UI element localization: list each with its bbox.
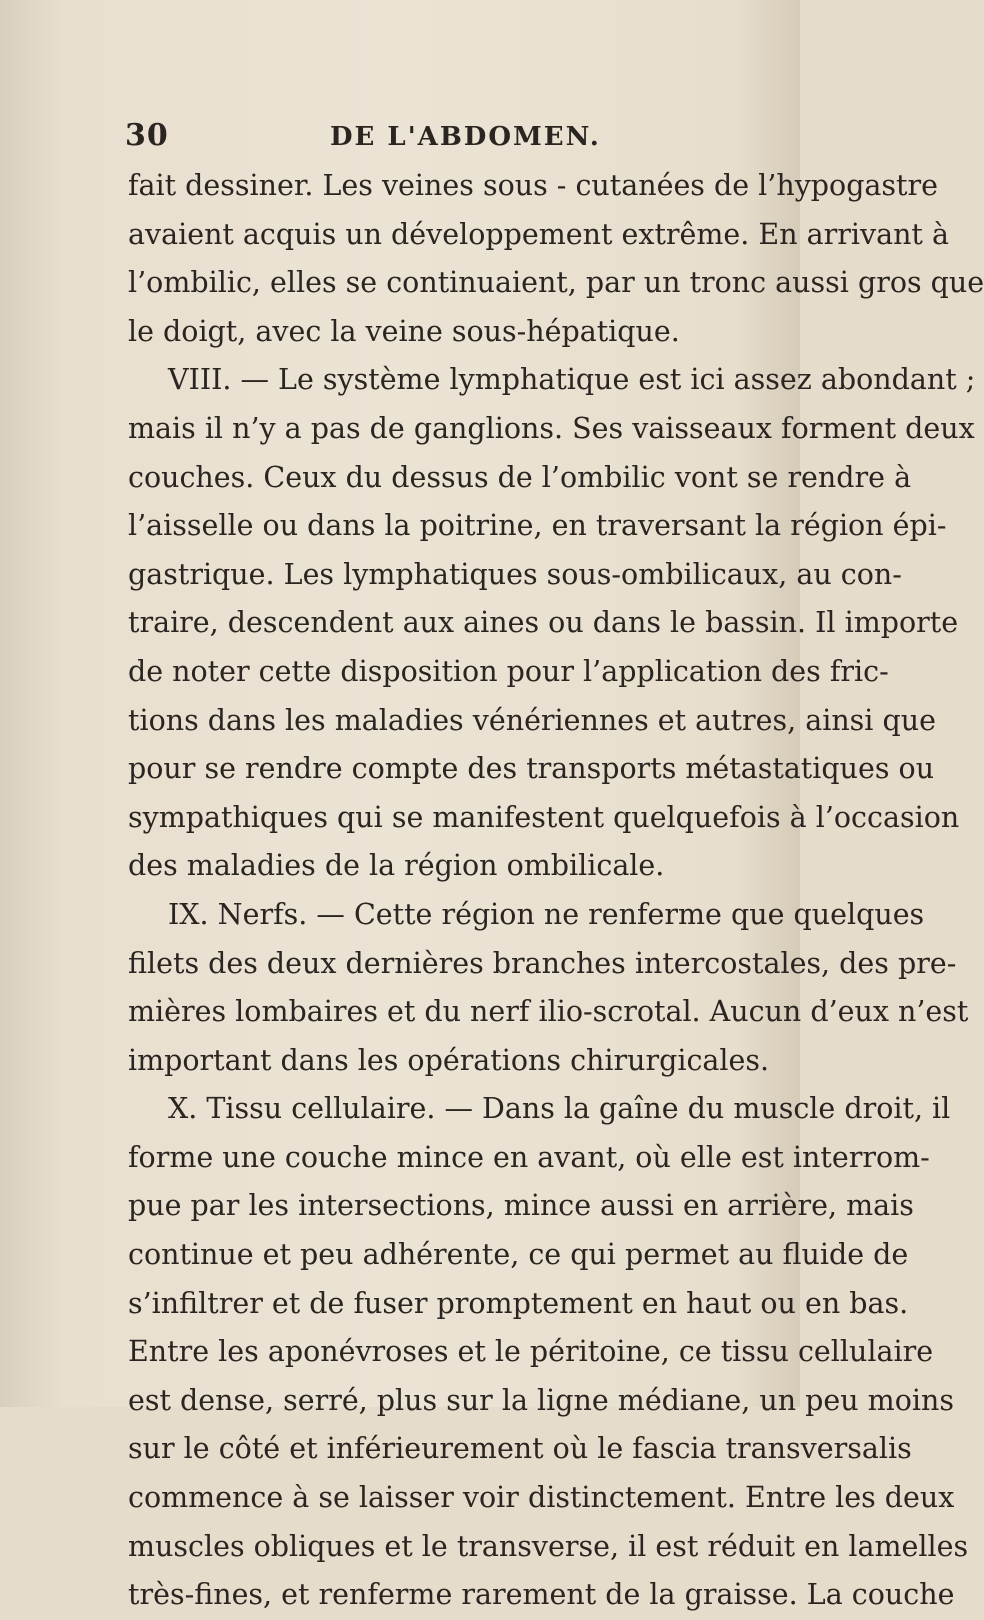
text-line: le doigt, avec la veine sous-hépatique.	[128, 314, 680, 348]
text-line: mières lombaires et du nerf ilio-scrotal. Aucun d’eux n’est	[128, 995, 969, 1029]
text-line: Entre les aponévroses et le péritoine, ce tissu cellulaire	[128, 1335, 934, 1369]
text-line: traire, descendent aux aines ou dans le bassin. Il importe	[128, 606, 959, 640]
text-line: sympathiques qui se manifestent quelquefois à l’occasion	[128, 800, 960, 834]
text-line: l’ombilic, elles se continuaient, par un tronc aussi gros que	[128, 266, 984, 300]
text-line: des maladies de la région ombilicale.	[128, 849, 665, 883]
text-line: forme une couche mince en avant, où elle est interrom-	[128, 1140, 930, 1174]
text-line: l’aisselle ou dans la poitrine, en traversant la région épi-	[128, 509, 947, 543]
text-line: très-fines, et renferme rarement de la graisse. La couche	[128, 1578, 955, 1612]
text-line: fait dessiner. Les veines sous - cutanées de l’hypogastre	[128, 169, 938, 202]
text-line: couches. Ceux du dessus de l’ombilic vont se rendre à	[128, 460, 912, 494]
text-line: IX. Nerfs. — Cette région ne renferme que quelques	[168, 897, 925, 931]
text-line: tions dans les maladies vénériennes et autres, ainsi que	[128, 703, 936, 737]
page-header	[120, 118, 720, 158]
text-line: pue par les intersections, mince aussi en arrière, mais	[128, 1189, 914, 1223]
text-line: gastrique. Les lymphatiques sous-ombilicaux, au con-	[128, 557, 902, 591]
text-line: sur le côté et inférieurement où le fascia transversalis	[128, 1432, 912, 1466]
text-line: s’infiltrer et de fuser promptement en haut ou en bas.	[128, 1286, 909, 1320]
body-text	[128, 162, 984, 1620]
text-line: important dans les opérations chirurgicales.	[128, 1043, 770, 1077]
text-line: VIII. — Le système lymphatique est ici assez abondant ;	[168, 363, 976, 397]
text-line: muscles obliques et le transverse, il est réduit en lamelles	[128, 1529, 969, 1563]
text-line: avaient acquis un développement extrême. En arrivant à	[128, 217, 949, 251]
text-line: commence à se laisser voir distinctement. Entre les deux	[128, 1481, 955, 1515]
page-number: 30	[125, 118, 169, 153]
text-line: de noter cette disposition pour l’application des fric-	[128, 654, 889, 688]
text-line: X. Tissu cellulaire. — Dans la gaîne du muscle droit, il	[168, 1092, 951, 1126]
text-line: filets des deux dernières branches intercostales, des pre-	[128, 946, 957, 980]
text-line: mais il n’y a pas de ganglions. Ses vaisseaux forment deux	[128, 411, 975, 445]
running-title: DE L'ABDOMEN.	[330, 122, 601, 152]
text-line: pour se rendre compte des transports métastatiques ou	[128, 752, 935, 786]
text-line: continue et peu adhérente, ce qui permet au fluide de	[128, 1238, 909, 1272]
text-line: est dense, serré, plus sur la ligne médiane, un peu moins	[128, 1383, 954, 1417]
